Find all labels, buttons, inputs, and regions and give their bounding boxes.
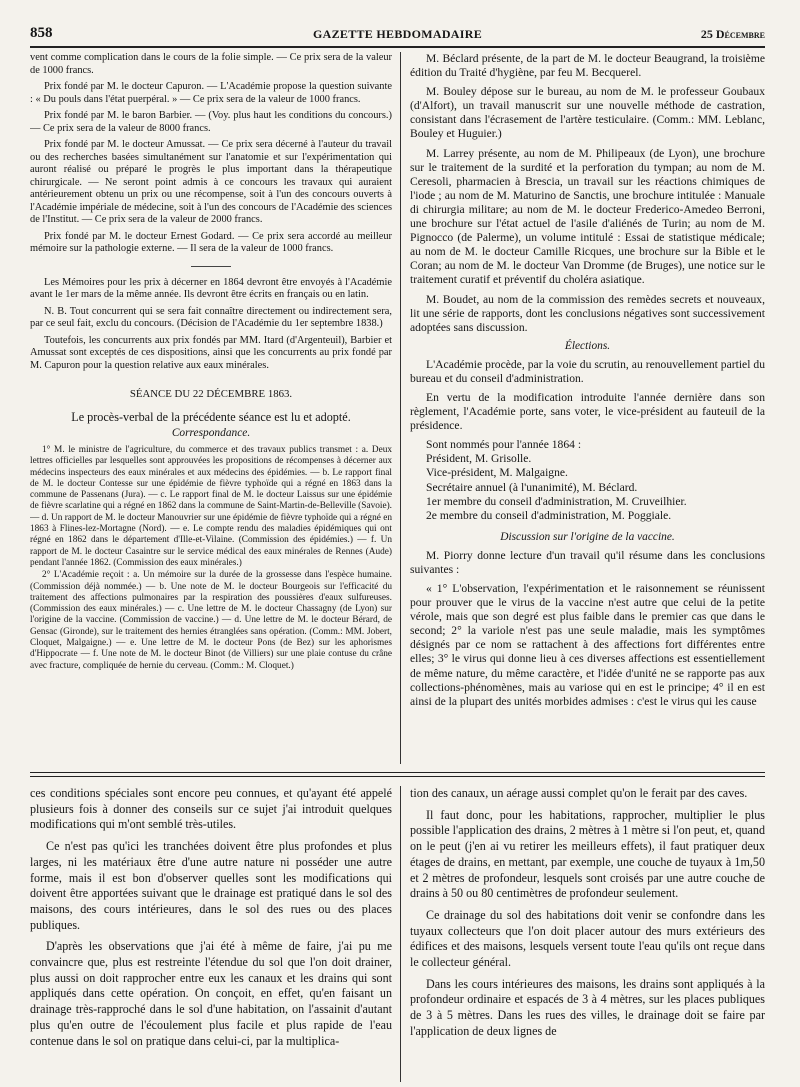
paragraph: Dans les cours intérieures des maisons, les drains sont appliqués à la profondeur ordinaire et espacés de 3 à 4 mètres, sur les places publiques de 3 à 5 mètres. Dans les rues des villes, le drainage doit se faire par l'application de deux lignes de — [410, 976, 765, 1038]
paragraph: Prix fondé par M. le baron Barbier. — (Voy. plus haut les conditions du concours.) — Ce prix sera de la valeur de 8000 francs. — [30, 110, 392, 134]
correspondence-heading: Correspondance. — [171, 427, 251, 439]
page-number: 858 — [30, 25, 53, 41]
elections-heading: Élections. — [564, 339, 611, 352]
issue-date: 25 Décembre — [700, 27, 765, 41]
paragraph: « 1° L'observation, l'expérimentation et le raisonnement se réunissent pour prouver que le virus de la vaccine n'est autre que celui de la petite vérole, mais que son degré est plus faible dans le premier cas que dans le second; 2° la variole n'est pas une seule maladie, mais les symptômes désignés par ce nom se rattachent à des affections fort différentes entre elles; 3° le virus qui donne lieu à ces diverses affections est essentiellement de même nature, du même caractère, et l'idée d'unité ne se rapporte pas aux collections-phénomènes, mais au variose qui en est le principe; 4° il en est ainsi de la plupart des unités morbides admises : c'est le virus qui les cause — [410, 582, 765, 708]
paragraph: M. Béclard présente, de la part de M. le docteur Beaugrand, la troisième édition du Traité d'hygiène, par feu M. Becquerel. — [410, 52, 765, 80]
paragraph: M. Bouley dépose sur le bureau, au nom de M. le professeur Goubaux (d'Alfort), un travail manuscrit sur une nouvelle méthode de castration, consistant dans l'écrasement de l'artère testiculaire. (Comm.: MM. Leblanc, Bouley et Huguier.) — [410, 85, 765, 141]
list-item: 2e membre du conseil d'administration, M. Poggiale. — [426, 508, 672, 522]
column-divider — [400, 52, 401, 764]
paragraph: Ce drainage du sol des habitations doit venir se confondre dans les tuyaux collecteurs que l'on doit placer autour des murs extérieurs des édifices et des maisons, lesquels versent toute l'eau qu'ils ont reçue dans le collecteur général. — [410, 907, 765, 970]
paragraph: D'après les observations que j'ai été à même de faire, j'ai pu me convaincre que, plus est restreinte l'étendue du sol que l'on doit drainer, plus aussi on doit rapprocher entre eux les canaux et les drains qui sont appliqués dans cette opération. On conçoit, en effet, qu'en faisant un drainage très-rapproché dans le sol d'une habitation, on l'assainit d'autant plus qu'en outre de l'écoulement plus facile et plus rapide de l'eau contenue dans le sol on pratique dans celui-ci, par la multiplica- — [30, 939, 392, 1048]
left-column-top — [30, 52, 392, 762]
paragraph: En vertu de la modification introduite l'année dernière dans son règlement, l'Académie porte, sans voter, le vice-président au fauteuil de la présidence. — [410, 390, 765, 433]
paragraph: 1° M. le ministre de l'agriculture, du commerce et des travaux publics transmet : a. Deux lettres officielles par lesquelles sont approuvées les propositions de récompenses à décerner aux médecins inspecteurs des eaux minérales et aux médecins des épidémies. — b. Le rapport final de M. le docteur Contesse sur une épidémie de fièvre typhoïde qui a régné en 1863 dans la commune de Passenans (Jura). — c. Le rapport final de M. le docteur Laissus sur une épidémie de fièvre scarlatine qui a régné en 1862 dans la commune de Saint-Martin-de-Belleville (Savoie). — d. Un rapport de M. le docteur Manouvrier sur une épidémie de fièvre typhoïde qui a régné en 1863 à Flines-lez-Mortagne (Nord). — e. Le compte rendu des maladies épidémiques qui ont régné en 1862 dans le département d'Ille-et-Vilaine. (Commission des épidémies.) — f. Un rapport de M. le docteur Casaintre sur le service médical des eaux minérales de Rennes (Aude) pendant l'année 1862. (Commission des eaux minérales.) — [30, 445, 392, 568]
list-item: Président, M. Grisolle. — [426, 452, 532, 466]
journal-title: GAZETTE HEBDOMADAIRE — [312, 27, 483, 41]
paragraph: M. Boudet, au nom de la commission des remèdes secrets et nouveaux, lit une série de rapports, dont les conclusions négatives sont successivement adoptées sans discussion. — [410, 292, 765, 334]
section-rule — [30, 776, 765, 777]
page-header — [30, 24, 765, 48]
election-results — [426, 438, 765, 523]
session-heading: SÉANCE DU 22 DÉCEMBRE 1863. — [129, 388, 293, 400]
paragraph: Il faut donc, pour les habitations, rapprocher, multiplier le plus possible l'application des drains, 2 mètres à 1 mètre si l'on peut, et, quand on le peut (j'en ai vu retirer les meilleurs effets), il faut pratiquer deux étages de drains, en mettant, par exemple, une couche de tuyaux à 1m,50 et 2 mètres de profondeur, lesquels sont croisés par une autre couche de drains à 50 ou 80 centimètres de profondeur seulement. — [410, 807, 765, 901]
paragraph: Les Mémoires pour les prix à décerner en 1864 devront être envoyés à l'Académie avant le 1er mars de la même année. Ils devront être écrits en français ou en latin. — [30, 276, 392, 300]
discussion-heading: Discussion sur l'origine de la vaccine. — [500, 530, 675, 543]
paragraph: Prix fondé par M. le docteur Amussat. — Ce prix sera décerné à l'auteur du travail ou des recherches basées simultanément sur l'anatomie et sur l'expérimentation qui auront réalisé ou préparé le progrès le plus important dans la thérapeutique chirurgicale. — Ne seront point admis à ce concours les travaux qui auraient antérieurement obtenu un prix ou une récompense, soit à l'un des concours ouverts à l'Académie impériale de médecine, soit à l'un des concours de l'Académie des sciences de l'Institut. — Ce prix sera de la valeur de 2000 francs. — [30, 139, 392, 225]
list-item: 1er membre du conseil d'administration, M. Cruveilhier. — [426, 494, 687, 508]
right-column-top — [410, 52, 765, 762]
paragraph: ces conditions spéciales sont encore peu connues, et qu'ayant été appelé plusieurs fois à donner des conseils sur ce sujet j'ai introduit quelques modifications qui m'ont semblé très-utiles. — [30, 786, 392, 832]
paragraph: Prix fondé par M. le docteur Capuron. — L'Académie propose la question suivante : « Du pouls dans l'état puerpéral. » — Ce prix sera de la valeur de 1000 francs. — [30, 81, 392, 105]
separator — [191, 266, 231, 267]
left-column-bottom — [30, 786, 392, 1082]
right-column-bottom — [410, 786, 765, 1082]
paragraph: Toutefois, les concurrents aux prix fondés par MM. Itard (d'Argenteuil), Barbier et Amussat sont exceptés de ces dispositions, ainsi que les concurrents au prix fondé par M. Capuron pour la question relative aux eaux minérales. — [30, 334, 392, 371]
list-item: Vice-président, M. Malgaigne. — [426, 466, 568, 480]
minutes-adopted: Le procès-verbal de la précédente séance est lu et adopté. — [71, 410, 351, 424]
paragraph: 2° L'Académie reçoit : a. Un mémoire sur la durée de la grossesse dans l'espèce humaine. (Commission déjà nommée.) — b. Une note de M. le docteur Bourgeois sur l'efficacité du traitement des affections pulmonaires par la respiration des poussières d'eaux sulfureuses. (Commission des eaux minérales.) — c. Une lettre de M. le docteur Chassagny (de Lyon) sur l'origine de la vaccine. (Commission de vaccine.) — d. Une lettre de M. le docteur Bérard, de Gensac (Gironde), sur le traitement des hernies étranglées sans opération. (Comm.: MM. Jobert, Cloquet, Malgaigne.) — e. Une lettre de M. le docteur Pons (de Bez) sur les aphorismes d'Hippocrate — f. Une note de M. le docteur Binot (de Villiers) sur une plaie contuse du crâne avec fracture, compliquée de hernie du cerveau. (Comm.: M. Cloquet.) — [30, 570, 392, 671]
paragraph: Ce n'est pas qu'ici les tranchées doivent être plus profondes et plus larges, ni les matériaux être d'une autre nature ni posséder une autre forme, mais il est bon d'observer quelles sont les modifications qui doivent être apportées suivant que le drainage est pratiqué dans le sol des maisons, des cours intérieures, dans le sol des rues ou des places publiques. — [30, 839, 392, 932]
paragraph: tion des canaux, un aérage aussi complet qu'on le ferait par des caves. — [410, 786, 748, 800]
paragraph: vent comme complication dans le cours de la folie simple. — Ce prix sera de la valeur de 1000 francs. — [30, 52, 392, 76]
paragraph: L'Académie procède, par la voie du scrutin, au renouvellement partiel du bureau et du conseil d'administration. — [410, 357, 765, 385]
list-item: Sont nommés pour l'année 1864 : — [426, 438, 582, 452]
paragraph: M. Piorry donne lecture d'un travail qu'il résume dans les conclusions suivantes : — [410, 548, 765, 576]
section-rule — [30, 772, 765, 773]
list-item: Secrétaire annuel (à l'unanimité), M. Béclard. — [426, 480, 638, 494]
paragraph: M. Larrey présente, au nom de M. Philipeaux (de Lyon), une brochure sur le traitement de la surdité et la perforation du tympan; au nom de M. Ceresoli, pharmacien à Brescia, un travail sur les réactions chimiques de l'iode ; au nom de M. Maturino de Sanctis, une brochure intitulée : Manuale di chirurgia militare; au nom de M. le docteur Frederico-Amedeo Berroni, une brochure sur l'état actuel de l'asile d'aliénés de Turin; au nom de M. Pignocco (de Palerme), un volume intitulé : Essai de statistique médicale; au nom de M. le docteur Camille Ricques, une brochure sur la Bible et le Coran; au nom de M. le docteur Van Dromme (de Bruges), une notice sur le traitement curatif et préventif du choléra asiatique. — [410, 146, 765, 287]
paragraph: N. B. Tout concurrent qui se sera fait connaître directement ou indirectement sera, par ce seul fait, exclu du concours. (Décision de l'Académie du 1er septembre 1838.) — [30, 305, 392, 329]
column-divider — [400, 786, 401, 1082]
paragraph: Prix fondé par M. le docteur Ernest Godard. — Ce prix sera accordé au meilleur mémoire sur la pathologie externe. — Il sera de la valeur de 1000 francs. — [30, 230, 392, 254]
